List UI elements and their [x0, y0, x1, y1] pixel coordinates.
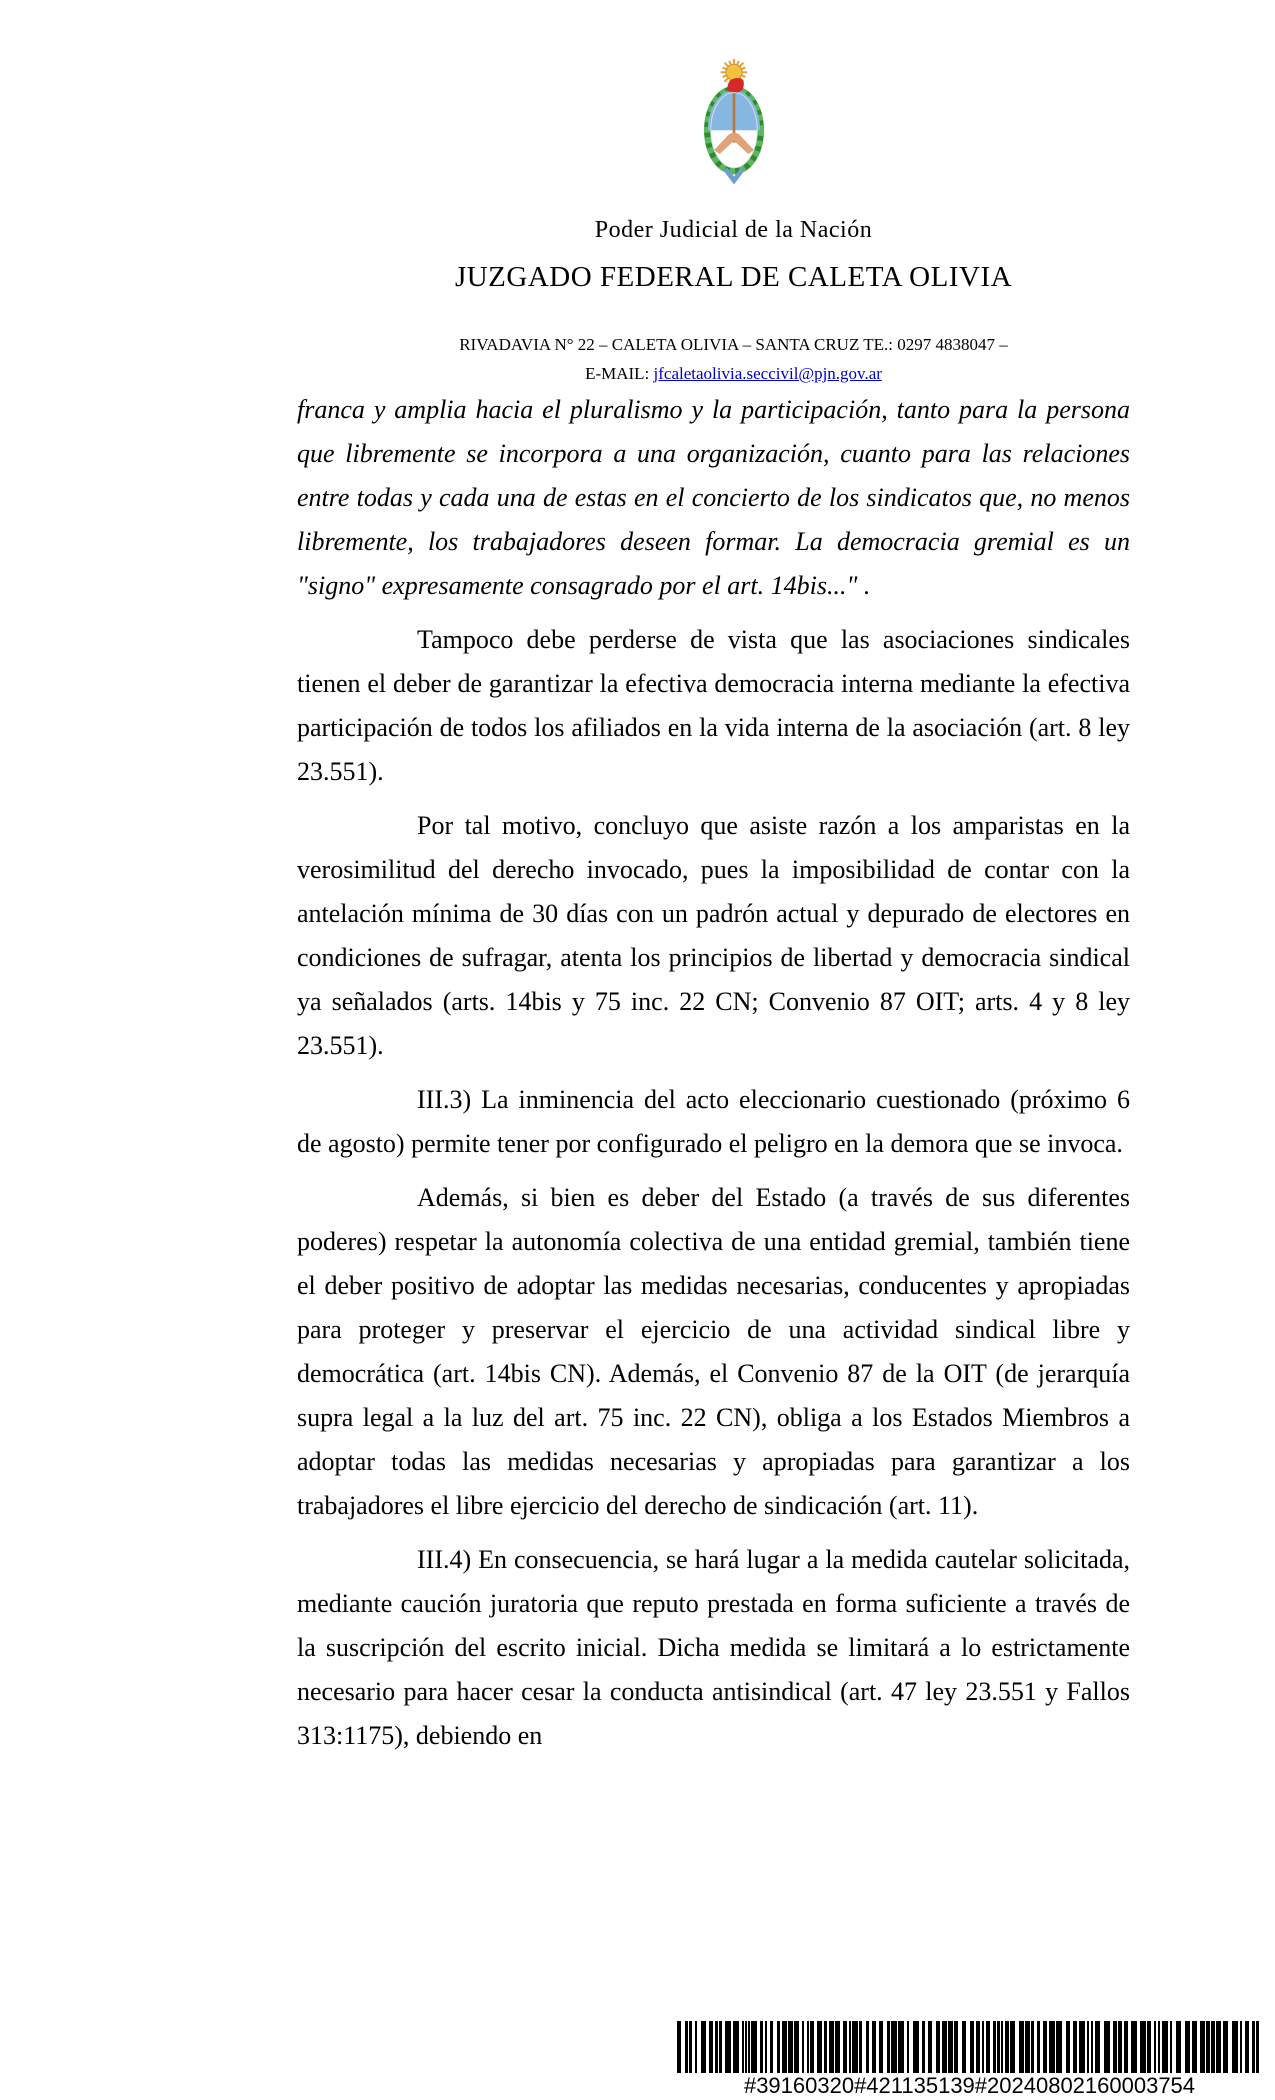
- body-paragraph: Además, si bien es deber del Estado (a través de sus diferentes poderes) respetar la autonomía colectiva de una entidad gremial, también tiene el deber positivo de adoptar las medidas necesarias, conducentes y apropiadas para proteger y preservar el ejercicio de una actividad sindical libre y democrática (art. 14bis CN). Además, el Convenio 87 de la OIT (de jerarquía supra legal a la luz del art. 75 inc. 22 CN), obliga a los Estados Miembros a adoptar todas las medidas necesarias y apropiadas para garantizar a los trabajadores el libre ejercicio del derecho de sindicación (art. 11).: [297, 1183, 1130, 1520]
- body-paragraph: franca y amplia hacia el pluralismo y la participación, tanto para la persona que libremente se incorpora a una organización, cuanto para las relaciones entre todas y cada una de estas en el concierto de los sindicatos que, no menos libremente, los trabajadores deseen formar. La democracia gremial es un "signo" expresamente consagrado por el art. 14bis..." .: [297, 395, 1130, 600]
- document-body: [297, 388, 1130, 1768]
- body-paragraph: Tampoco debe perderse de vista que las asociaciones sindicales tienen el deber de garantizar la efectiva democracia interna mediante la efectiva participación de todos los afiliados en la vida interna de la asociación (art. 8 ley 23.551).: [297, 625, 1130, 786]
- barcode-number: #39160320#421135139#20240802160003754: [743, 2073, 1196, 2098]
- body-paragraph: III.3) La inminencia del acto eleccionario cuestionado (próximo 6 de agosto) permite tener por configurado el peligro en la demora que se invoca.: [297, 1085, 1130, 1158]
- argentina-coat-of-arms-icon: [691, 58, 777, 191]
- court-email-link[interactable]: jfcaletaolivia.seccivil@pjn.gov.ar: [653, 364, 882, 383]
- court-title: JUZGADO FEDERAL DE CALETA OLIVIA: [454, 261, 1013, 293]
- document-header: [317, 58, 1150, 388]
- court-address: RIVADAVIA N° 22 – CALETA OLIVIA – SANTA CRUZ TE.: 0297 4838047 –: [459, 335, 1008, 354]
- barcode: [677, 2021, 1262, 2098]
- institution-name: Poder Judicial de la Nación: [594, 217, 873, 243]
- court-contact-block: [317, 330, 1150, 388]
- email-label: E-MAIL:: [585, 364, 654, 383]
- barcode-bars: [677, 2021, 1262, 2073]
- body-paragraph: Por tal motivo, concluyo que asiste razón a los amparistas en la verosimilitud del derecho invocado, pues la imposibilidad de contar con la antelación mínima de 30 días con un padrón actual y depurado de electores en condiciones de sufragar, atenta los principios de libertad y democracia sindical ya señalados (arts. 14bis y 75 inc. 22 CN; Convenio 87 OIT; arts. 4 y 8 ley 23.551).: [297, 811, 1130, 1060]
- court-email-line: [317, 359, 1150, 388]
- body-paragraph: III.4) En consecuencia, se hará lugar a la medida cautelar solicitada, mediante caución juratoria que reputo prestada en forma suficiente a través de la suscripción del escrito inicial. Dicha medida se limitará a lo estrictamente necesario para hacer cesar la conducta antisindical (art. 47 ley 23.551 y Fallos 313:1175), debiendo en: [297, 1545, 1130, 1750]
